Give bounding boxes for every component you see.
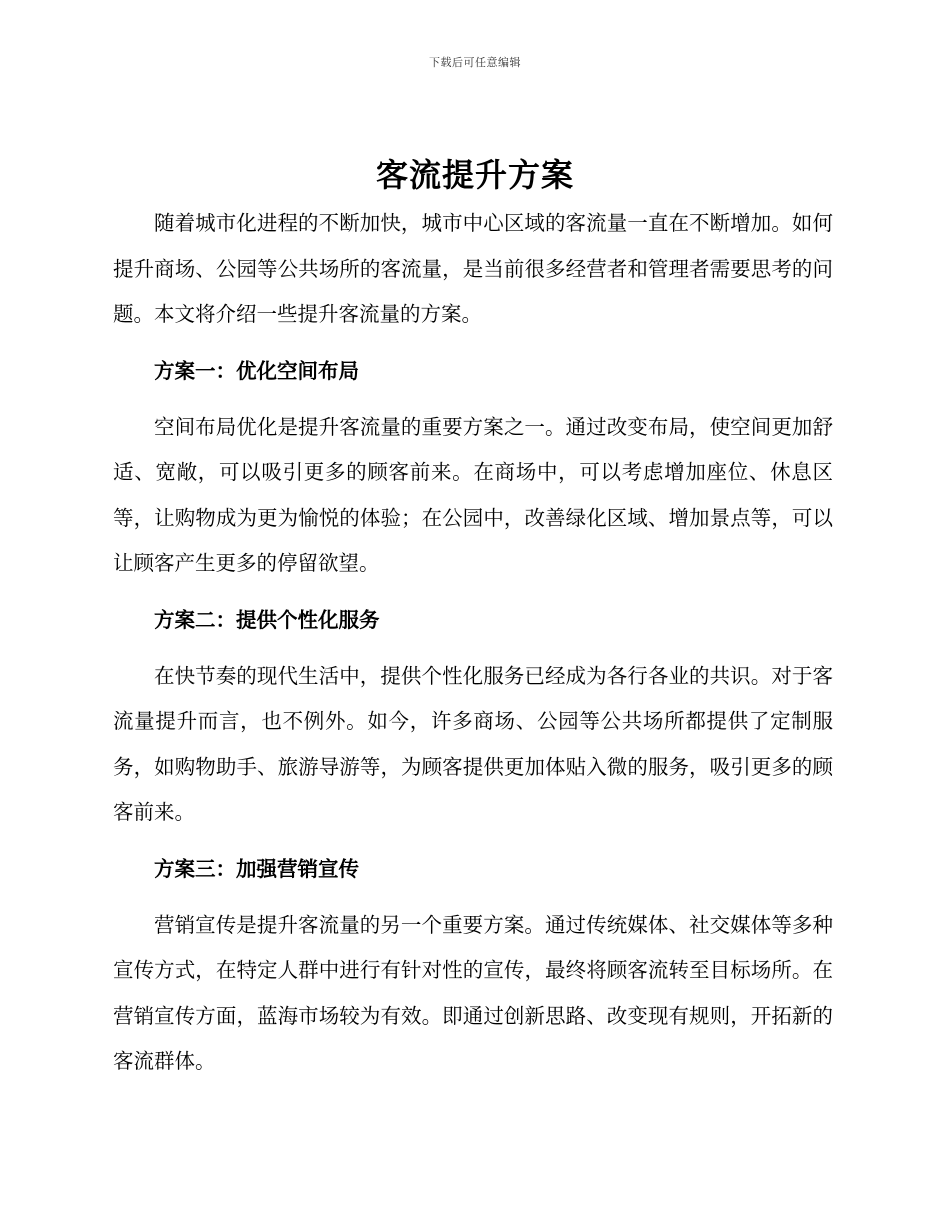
section-body-3: 营销宣传是提升客流量的另一个重要方案。通过传统媒体、社交媒体等多种宣传方式，在特定人群中进行有针对性的宣传，最终将顾客流转至目标场所。在营销宣传方面，蓝海市场较为有效。即通过创新思路、改变现有规则，开拓新的客流群体。 — [113, 912, 833, 1073]
section-heading-1: 方案一：优化空间布局 — [154, 358, 359, 383]
section-body-2: 在快节奏的现代生活中，提供个性化服务已经成为各行各业的共识。对于客流量提升而言，也不例外。如今，许多商场、公园等公共场所都提供了定制服务，如购物助手、旅游导游等，为顾客提供更加体贴入微的服务，吸引更多的顾客前来。 — [113, 663, 833, 824]
section-body-1: 空间布局优化是提升客流量的重要方案之一。通过改变布局，使空间更加舒适、宽敞，可以吸引更多的顾客前来。在商场中，可以考虑增加座位、休息区等，让购物成为更为愉悦的体验；在公园中，改善绿化区域、增加景点等，可以让顾客产生更多的停留欲望。 — [113, 414, 833, 575]
document-title: 客流提升方案 — [375, 156, 574, 194]
intro-paragraph: 随着城市化进程的不断加快，城市中心区域的客流量一直在不断增加。如何提升商场、公园等公共场所的客流量，是当前很多经营者和管理者需要思考的问题。本文将介绍一些提升客流量的方案。 — [113, 211, 833, 326]
page-header-note: 下载后可任意编辑 — [429, 56, 521, 69]
section-heading-3: 方案三：加强营销宣传 — [154, 856, 359, 881]
document-body — [113, 201, 833, 1085]
section-heading-2: 方案二：提供个性化服务 — [154, 607, 380, 632]
